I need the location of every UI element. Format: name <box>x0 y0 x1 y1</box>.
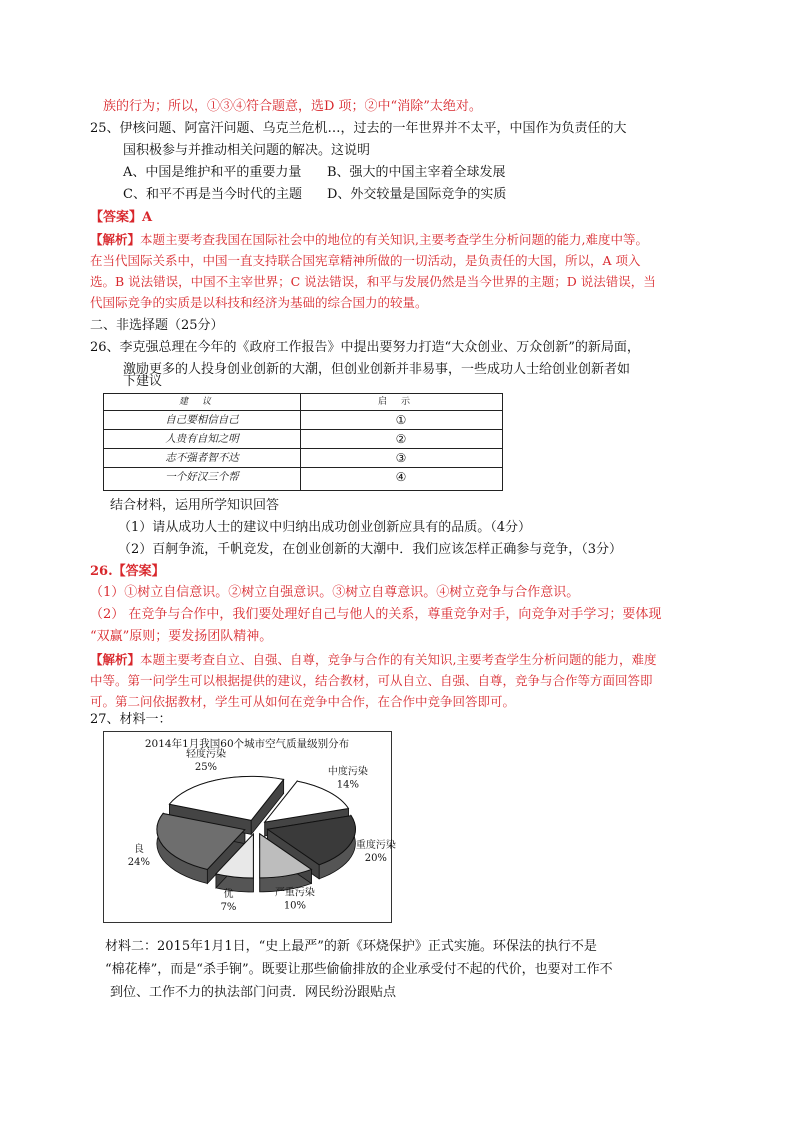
table-cell-advice: 一个好汉三个帮 <box>165 471 239 483</box>
pie-label-value: 25% <box>194 762 218 774</box>
explanation-26-line2: 中等。第一问学生可以根据提供的建议，结合教材，可从自立、自强、自尊，竞争与合作等方面回答即 <box>90 673 653 688</box>
table-header-insight: 启示 <box>377 397 424 407</box>
pie-label-name: 优 <box>223 889 234 901</box>
explanation-26-line3: 可。第二问依据教材，学生可从如何在竞争中合作，在合作中竞争回答即可。 <box>90 694 516 709</box>
table-cell-insight: ④ <box>395 470 407 484</box>
answer-26-part2: （2） 在竞争与合作中，我们要处理好自己与他人的关系，尊重竞争对手，向竞争对手学习；要体现 <box>90 607 662 622</box>
table-cell-advice: 自己要相信自己 <box>165 414 239 426</box>
pie-chart-svg <box>104 732 396 922</box>
pie-label-name: 重度污染 <box>355 839 396 851</box>
table-cell-advice: 志不强者智不达 <box>165 452 239 464</box>
question-26-instruction: 结合材料，运用所学知识回答 <box>110 498 280 513</box>
answer-26-part2-cont: “双赢”原则；要发扬团队精神。 <box>90 629 273 644</box>
explanation-25-line4: 代国际竞争的实质是以科技和经济为基础的综合国力的较量。 <box>90 295 428 310</box>
question-26-stem-cont2: 下建议 <box>123 374 163 389</box>
explanation-text: 本题主要考查自立、自强、自尊，竞争与合作的有关知识,主要考查学生分析问题的能力，难度 <box>140 652 657 667</box>
pie-label-value: 7% <box>220 902 237 914</box>
question-26-part1: （1）请从成功人士的建议中归纳出成功创业创新应具有的品质。（4分） <box>118 520 532 535</box>
material-2-line2: “棉花棒”，而是“杀手锏”。既要让那些偷偷排放的企业承受付不起的代价，也要对工作不 <box>105 962 613 977</box>
explanation-25-line3: 选。B 说法错误，中国不主宰世界；C 说法错误，和平与发展仍然是当今世界的主题；D 说法错误，当 <box>90 274 656 289</box>
table-cell-insight: ③ <box>395 451 407 465</box>
pie-label-name: 良 <box>133 844 144 856</box>
question-26-stem-cont: 激励更多的人投身创业创新的大潮，但创业创新并非易事，一些成功人士给创业创新者如 <box>123 362 631 377</box>
question-25-stem: 25、伊核问题、阿富汗问题、乌克兰危机…，过去的一年世界并不太平，中国作为负责任的大 <box>90 121 627 136</box>
question-26-stem: 26、李克强总理在今年的《政府工作报告》中提出要努力打造“大众创业、万众创新”的新局面， <box>90 340 640 355</box>
table-row <box>104 468 502 486</box>
question-26-part2: （2）百舸争流，千帆竞发，在创业创新的大潮中．我们应该怎样正确参与竞争，（3分） <box>118 542 623 557</box>
answer-26-part1: （1）①树立自信意识。②树立自强意识。③树立自尊意识。④树立竞争与合作意识。 <box>90 585 580 600</box>
question-25-option-a: A、中国是维护和平的重要力量 <box>123 165 302 180</box>
explanation-26-line1 <box>90 651 657 669</box>
table-row <box>104 449 502 468</box>
material-2-line3: 到位、工作不力的执法部门问责．网民纷汾跟贴点 <box>110 985 397 1000</box>
material-2-line1: 材料二：2015年1月1日，“史上最严”的新《环烧保护》正式实施。环保法的执行不是 <box>105 939 597 954</box>
pie-label-name: 严重污染 <box>274 887 315 899</box>
pie-label-value: 20% <box>364 852 387 864</box>
pie-label-value: 24% <box>127 857 150 869</box>
pie-label-name: 中度污染 <box>327 766 368 778</box>
question-27-material1-label: 27、材料一： <box>90 712 172 727</box>
table-header-advice: 建议 <box>178 397 225 407</box>
pie-label-value: 14% <box>336 779 359 791</box>
answer-25: 【答案】A <box>90 210 153 225</box>
explanation-25-line1 <box>90 231 648 249</box>
explanation-text: 本题主要考查我国在国际社会中的地位的有关知识,主要考查学生分析问题的能力,难度中等。 <box>140 232 648 247</box>
question-25-option-d: D、外交较量是国际竞争的实质 <box>327 187 507 202</box>
table-cell-insight: ② <box>395 432 407 446</box>
question-25-option-b: B、强大的中国主宰着全球发展 <box>327 165 506 180</box>
table-cell-insight: ① <box>395 413 407 427</box>
advice-table <box>103 393 503 491</box>
pie-label-value: 10% <box>283 900 307 912</box>
table-row <box>104 430 502 449</box>
explanation-tag: 【解析】 <box>90 232 141 247</box>
answer-26-heading: 26.【答案】 <box>90 564 165 579</box>
pie-label-name: 轻度污染 <box>185 749 226 761</box>
chart-title: 2014年1月我国60个城市空气质量级别分布 <box>144 738 350 750</box>
explanation-tag: 【解析】 <box>90 652 141 667</box>
question-25-option-c: C、和平不再是当今时代的主题 <box>123 187 302 202</box>
explanation-25-line2: 在当代国际关系中，中国一直支持联合国宪章精神所做的一切活动，是负责任的大国，所以，A 项入 <box>90 253 641 268</box>
question-25-stem-cont: 国积极参与并推动相关问题的解决。这说明 <box>123 143 371 158</box>
table-header <box>104 394 502 411</box>
prev-answer-line: 族的行为；所以，①③④符合题意，选D 项；②中“消除”太绝对。 <box>103 99 482 114</box>
table-cell-advice: 人贵有自知之明 <box>165 433 239 445</box>
section-2-heading: 二、非选择题（25分） <box>90 318 224 333</box>
table-row <box>104 411 502 430</box>
air-quality-pie-chart <box>103 731 396 923</box>
